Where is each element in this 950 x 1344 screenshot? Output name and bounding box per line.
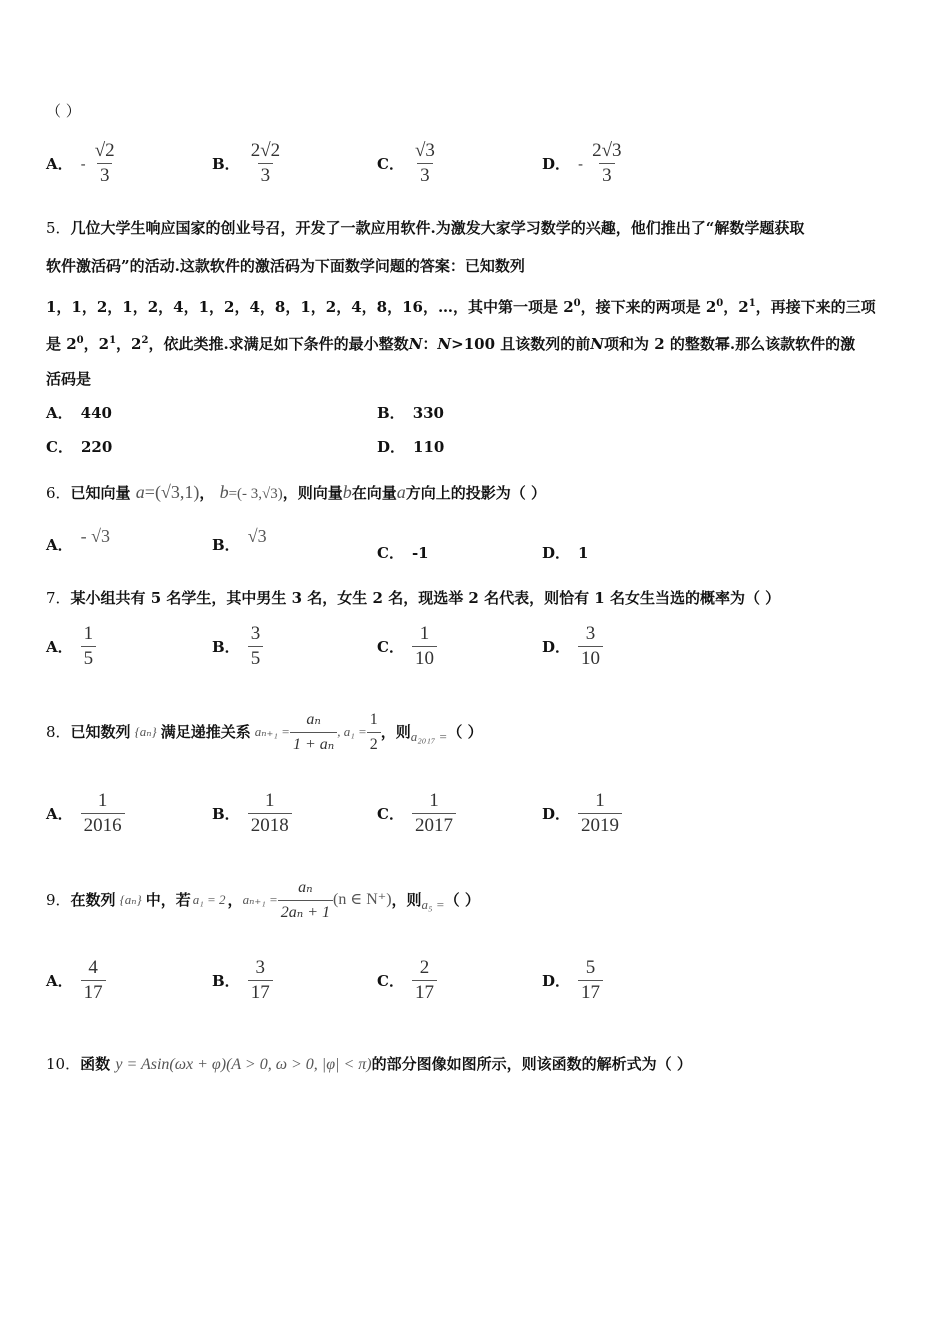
fraction: $\frac{1}{2019}$ <box>578 790 622 837</box>
fraction: $\frac{1}{2017}$ <box>412 790 456 837</box>
option-label: C． <box>377 805 404 823</box>
fraction: $\frac{\text{aₙ}}{\text{1 + aₙ}}$ <box>290 709 337 756</box>
q5-option-a[interactable]: A． 440 <box>46 403 112 422</box>
q5-line-2: 软件激活码”的活动.这款软件的激活码为下面数学问题的答案：已知数列 <box>46 257 525 275</box>
fraction: $\frac{2√2}{3}$ <box>250 140 281 186</box>
q9-stem: 9． 在数列 {aₙ} 中，若 a₁ = 2 ， aₙ₊₁ = $\frac{\text{aₙ}}{\text{2aₙ + 1}}$ (n ∈ N⁺) ，则 a₅ = （ ） <box>46 876 480 924</box>
fraction: $\frac{3}{5}$ <box>248 623 264 670</box>
fraction: $\frac{1}{2018}$ <box>248 790 292 837</box>
option-label: D． <box>542 972 571 990</box>
option-label: A． <box>46 536 73 554</box>
q6-option-a[interactable]: A． - √3 <box>46 526 111 554</box>
fraction: $\frac{5}{17}$ <box>578 957 603 1004</box>
question-number: 5． <box>46 219 71 237</box>
q7-option-d[interactable] <box>542 623 603 670</box>
fraction: $\frac{1}{2016}$ <box>81 790 125 837</box>
q4-stem-tail: （ ） <box>46 102 81 120</box>
q6-option-d[interactable]: D． 1 <box>542 543 589 562</box>
q4-option-c[interactable] <box>377 140 438 187</box>
fraction: $\frac{√2}{3}$ <box>94 140 115 186</box>
option-label: A． <box>46 404 73 422</box>
q8-option-b[interactable] <box>212 790 292 837</box>
option-label: A． <box>46 155 73 173</box>
q5-line-3: 1，1，2，1，2，4，1，2，4，8，1，2，4，8，16，…，其中第一项是 $2^0$，接下来的两项是 $2^0$，$2^1$，再接下来的三项 <box>46 298 876 316</box>
q9-option-c[interactable] <box>377 957 437 1004</box>
fraction: $\frac{1}{5}$ <box>81 623 97 670</box>
option-label: C． <box>377 972 404 990</box>
question-number: 10． <box>46 1055 81 1073</box>
fraction: $\frac{√3}{3}$ <box>414 140 435 186</box>
option-label: B． <box>212 155 240 173</box>
fraction: $\frac{2}{17}$ <box>412 957 437 1004</box>
option-label: B． <box>212 638 240 656</box>
q7-stem: 7．某小组共有 5 名学生，其中男生 3 名，女生 2 名，现选举 2 名代表，则恰有 1 名女生当选的概率为（ ） <box>46 589 781 607</box>
q9-option-d[interactable] <box>542 957 603 1004</box>
option-label: D． <box>542 155 571 173</box>
minus-sign: - <box>80 154 86 173</box>
q8-option-a[interactable] <box>46 790 125 837</box>
question-number: 7． <box>46 589 71 607</box>
q9-option-b[interactable] <box>212 957 273 1004</box>
option-label: D． <box>542 544 571 562</box>
q4-option-a[interactable] <box>46 140 118 187</box>
fraction: $\frac{2√3}{3}$ <box>592 140 622 186</box>
q8-option-c[interactable] <box>377 790 456 837</box>
fraction: $\frac{1}{2}$ <box>367 709 381 756</box>
q6-option-c[interactable]: C． -1 <box>377 543 429 562</box>
q5-line-1: 5．几位大学生响应国家的创业号召，开发了一款应用软件.为激发大家学习数学的兴趣，他们推出了“解数学题获取 <box>46 219 805 237</box>
option-label: D． <box>542 638 571 656</box>
fraction: $\frac{1}{10}$ <box>412 623 437 670</box>
fraction: $\frac{4}{17}$ <box>81 957 106 1004</box>
q5-option-c[interactable]: C． 220 <box>46 437 113 456</box>
q5-line-5: 活码是 <box>46 370 92 388</box>
q4-option-d[interactable] <box>542 140 625 187</box>
fraction: $\frac{3}{17}$ <box>248 957 273 1004</box>
q5-option-d[interactable]: D． 110 <box>377 437 445 456</box>
option-label: B． <box>212 805 240 823</box>
q9-option-a[interactable] <box>46 957 106 1004</box>
option-label: A． <box>46 805 73 823</box>
q6-option-b[interactable]: B． √3 <box>212 526 267 554</box>
q8-stem: 8． 已知数列 {aₙ} 满足递推关系 aₙ₊₁ = $\frac{\text{aₙ}}{\text{1 + aₙ}}$ , a₁ = $\frac{1}{2}$ ，则 a₂₀₁₇ = （ ） <box>46 708 483 756</box>
option-label: D． <box>542 805 571 823</box>
option-label: C． <box>377 544 404 562</box>
q7-option-b[interactable] <box>212 623 263 670</box>
question-number: 6． <box>46 484 71 502</box>
q7-option-c[interactable] <box>377 623 437 670</box>
q7-option-a[interactable] <box>46 623 96 670</box>
option-label: D． <box>377 438 406 456</box>
q4-option-b[interactable] <box>212 140 283 187</box>
question-number: 8． <box>46 723 71 741</box>
fraction: $\frac{3}{10}$ <box>578 623 603 670</box>
option-label: C． <box>46 438 73 456</box>
option-label: B． <box>212 972 240 990</box>
fraction: $\frac{\text{aₙ}}{\text{2aₙ + 1}}$ <box>278 877 333 924</box>
option-label: C． <box>377 155 404 173</box>
option-label: B． <box>212 536 240 554</box>
option-label: C． <box>377 638 404 656</box>
q5-line-4: 是 $2^0$，$2^1$，$2^2$，依此类推.求满足如下条件的最小整数N：N>100 且该数列的前N项和为 2 的整数幂.那么该款软件的激 <box>46 335 856 353</box>
option-label: A． <box>46 638 73 656</box>
question-number: 9． <box>46 891 71 909</box>
q8-option-d[interactable] <box>542 790 622 837</box>
q10-stem: 10．函数 y = Asin(ωx + φ)(A > 0, ω > 0, |φ| < π)的部分图像如图所示，则该函数的解析式为（ ） <box>46 1055 692 1073</box>
option-label: A． <box>46 972 73 990</box>
option-label: B． <box>377 404 405 422</box>
q6-stem: 6．已知向量 a=(√3,1)， b=(- 3,√3)，则向量b在向量a方向上的投影为（ ） <box>46 482 547 502</box>
minus-sign: - <box>578 154 584 173</box>
q5-option-b[interactable]: B． 330 <box>377 403 444 422</box>
